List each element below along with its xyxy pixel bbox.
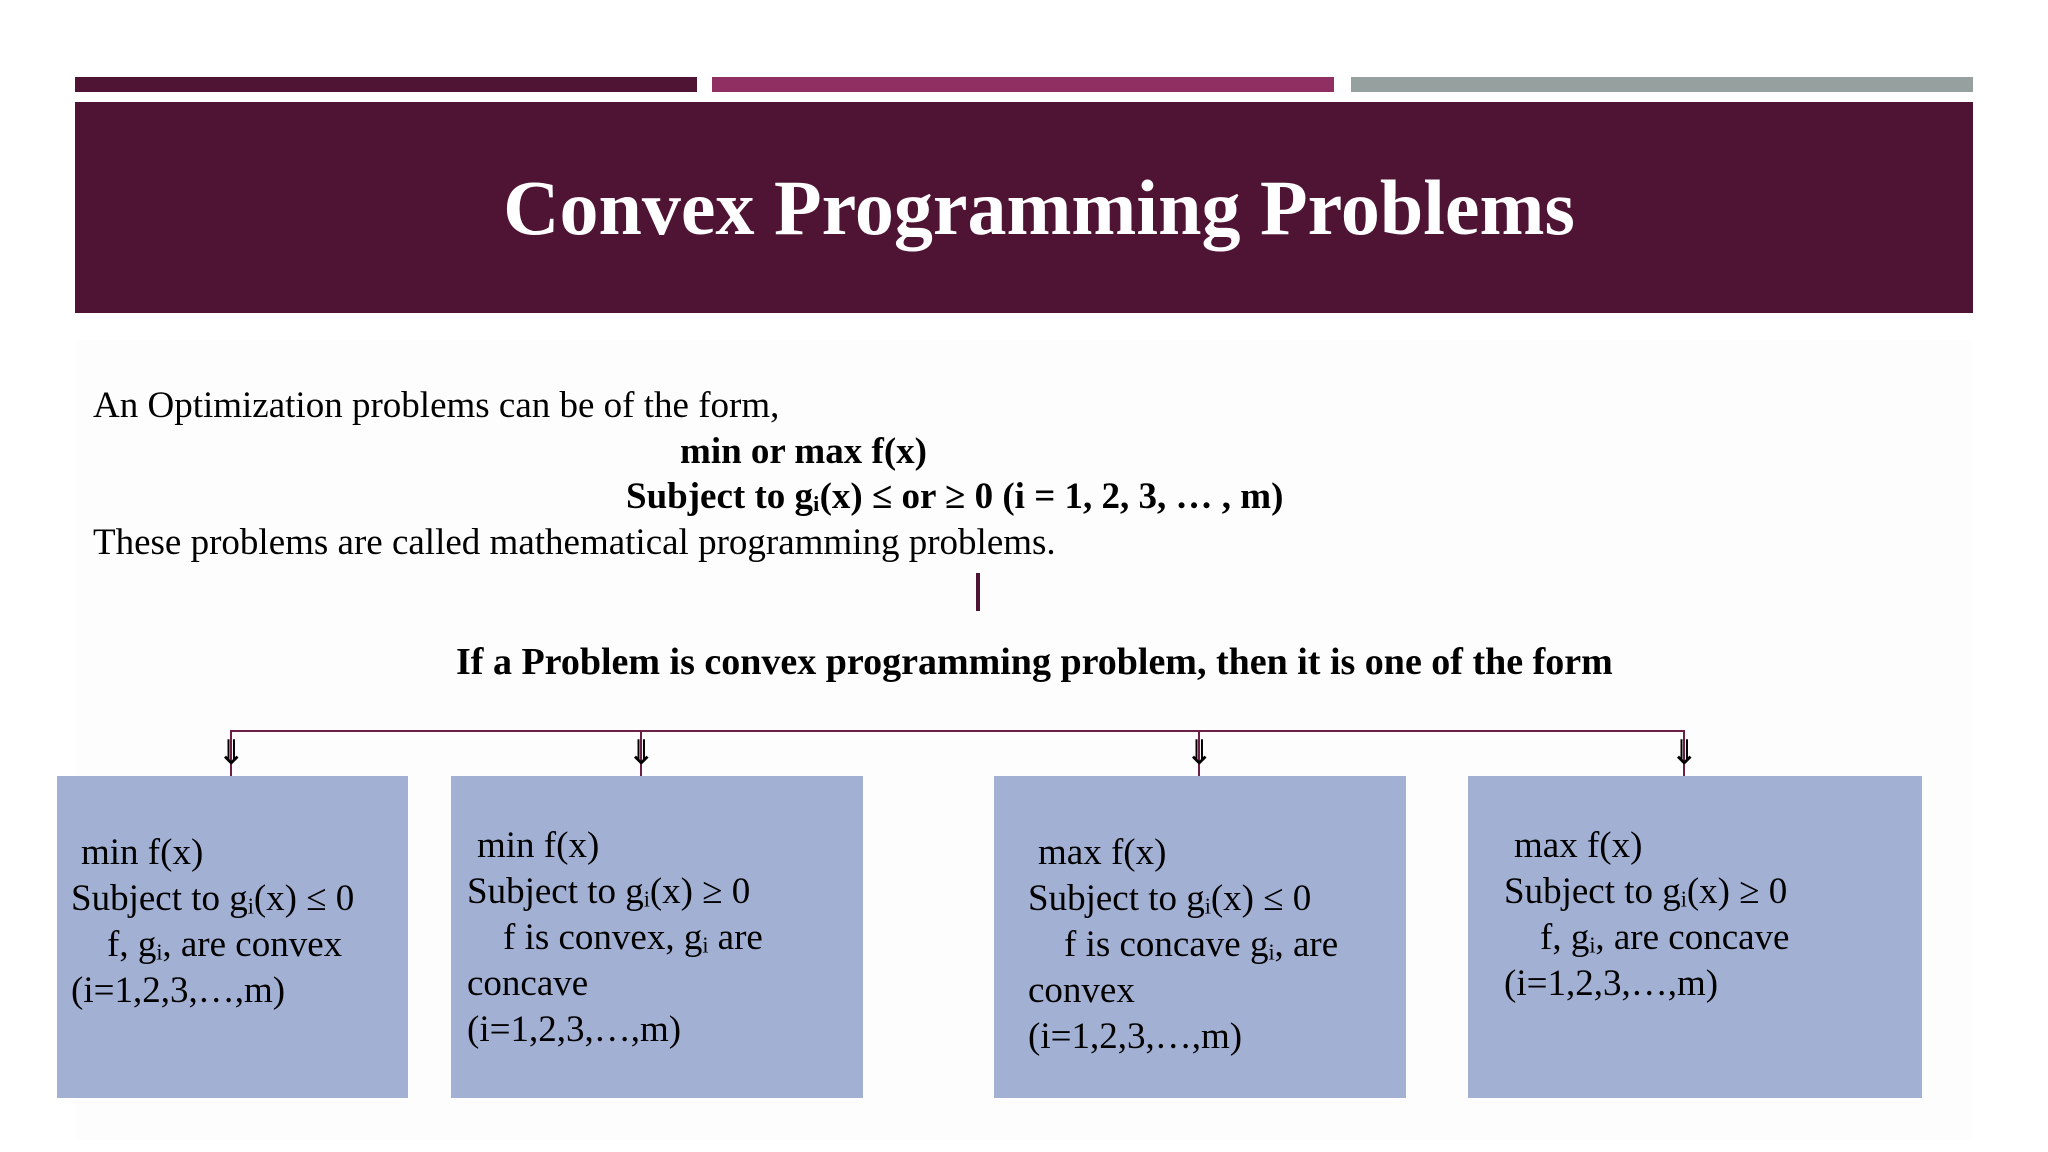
- divider-marker: [976, 573, 980, 611]
- box-constraint: Subject to gᵢ(x) ≥ 0: [1504, 871, 1788, 912]
- box-objective: max f(x): [1038, 832, 1167, 873]
- double-down-arrow-icon: ⇓: [217, 733, 246, 773]
- box-constraint: Subject to gᵢ(x) ≤ 0: [1028, 878, 1312, 919]
- box-index: (i=1,2,3,…,m): [1504, 963, 1719, 1004]
- box-condition: f, gᵢ, are concave: [1540, 917, 1790, 958]
- box-condition-cont: concave: [467, 963, 589, 1004]
- form-box-1: [57, 776, 408, 1098]
- box-objective: max f(x): [1514, 825, 1643, 866]
- box-constraint: Subject to gᵢ(x) ≥ 0: [467, 871, 751, 912]
- box-index: (i=1,2,3,…,m): [1028, 1016, 1243, 1057]
- box-index: (i=1,2,3,…,m): [467, 1009, 682, 1050]
- title-band: [75, 102, 1973, 313]
- accent-bar-right: [1351, 77, 1973, 92]
- form-box-3: [994, 776, 1406, 1098]
- box-condition-cont: convex: [1028, 970, 1135, 1011]
- connector-line: [230, 730, 1685, 732]
- accent-bar-middle: [712, 77, 1334, 92]
- box-objective: min f(x): [477, 825, 600, 866]
- box-objective: min f(x): [81, 832, 204, 873]
- box-constraint: Subject to gᵢ(x) ≤ 0: [71, 878, 355, 919]
- intro-line: An Optimization problems can be of the form,: [93, 385, 780, 426]
- box-condition: f is convex, gᵢ are: [503, 917, 763, 958]
- double-down-arrow-icon: ⇓: [1670, 733, 1699, 773]
- constraint-line: Subject to gᵢ(x) ≤ or ≥ 0 (i = 1, 2, 3, … , m): [626, 476, 1284, 517]
- double-down-arrow-icon: ⇓: [627, 733, 656, 773]
- page-title: Convex Programming Problems: [503, 163, 1575, 251]
- definition-line: These problems are called mathematical programming problems.: [93, 522, 1056, 563]
- box-condition: f is concave gᵢ, are: [1064, 924, 1339, 965]
- accent-bar-left: [75, 77, 697, 92]
- box-index: (i=1,2,3,…,m): [71, 970, 286, 1011]
- form-box-2: [451, 776, 863, 1098]
- objective-line: min or max f(x): [680, 431, 927, 472]
- lead-statement: If a Problem is convex programming problem, then it is one of the form: [456, 641, 1613, 683]
- double-down-arrow-icon: ⇓: [1185, 733, 1214, 773]
- form-box-4: [1468, 776, 1922, 1098]
- box-condition: f, gᵢ, are convex: [107, 924, 343, 965]
